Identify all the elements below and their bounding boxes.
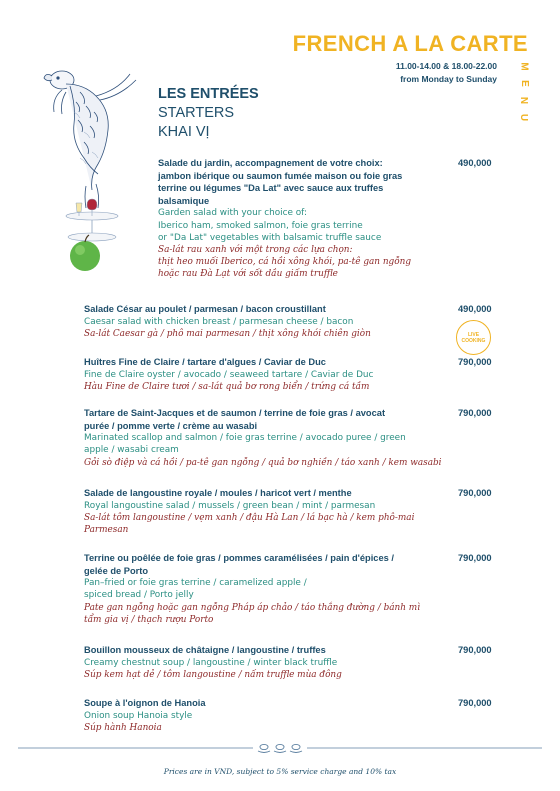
vertical-letter: U <box>518 113 530 122</box>
menu-item <box>84 356 454 393</box>
item-line: Salade de langoustine royale / moules / haricot vert / menthe <box>84 488 352 498</box>
menu-item <box>158 157 448 281</box>
item-name-en <box>84 657 454 669</box>
item-line: jambon ibérique ou saumon fumée maison ou foie gras <box>158 170 403 181</box>
item-price: 490,000 <box>458 304 492 314</box>
item-line: Royal langoustine salad / mussels / green bean / mint / parmesan <box>84 500 376 511</box>
item-line: thịt heo muối Iberico, cá hồi xông khói, pa-tê gan ngỗng <box>158 257 412 268</box>
item-line: Gỏi sò điệp và cá hồi / pa-tê gan ngỗng / quả bơ nghiền / táo xanh / kem wasabi <box>84 457 442 468</box>
item-price: 790,000 <box>458 553 492 563</box>
section-title-en: STARTERS <box>158 105 235 121</box>
item-line: tẩm gia vị / thạch rượu Porto <box>84 614 214 625</box>
item-line: hoặc rau Đà Lạt với sốt dầu giấm truffle <box>158 269 338 280</box>
opening-hours <box>396 60 497 86</box>
item-name-en <box>84 432 454 456</box>
item-name-vn <box>84 669 454 681</box>
item-line: Pate gan ngỗng hoặc gan ngỗng Pháp áp chảo / táo thắng đường / bánh mì <box>84 602 421 613</box>
item-line: terrine ou légumes "Da Lat" avec sauce aux truffes <box>158 183 384 194</box>
menu-item <box>84 697 454 734</box>
item-name-vn <box>84 381 454 393</box>
item-line: purée / pomme verte / crème au wasabi <box>84 420 258 431</box>
item-line: Salade du jardin, accompagnement de votre choix: <box>158 158 383 168</box>
item-name-vn <box>84 602 454 626</box>
hours-days: from Monday to Sunday <box>400 74 497 84</box>
section-title-fr: LES ENTRÉES <box>158 86 259 102</box>
item-price: 790,000 <box>458 645 492 655</box>
item-line: Sa-lát Caesar gà / phô mai parmesan / thịt xông khói chiên giòn <box>84 328 371 339</box>
item-line: gelée de Porto <box>84 565 149 576</box>
menu-item <box>84 407 454 469</box>
item-price: 790,000 <box>458 357 492 367</box>
menu-item <box>84 552 454 626</box>
item-name-en <box>84 577 454 601</box>
item-name-vn <box>84 328 454 340</box>
item-line: Iberico ham, smoked salmon, foie gras terrine <box>158 220 363 231</box>
item-line: apple / wasabi cream <box>84 445 179 456</box>
item-name-en <box>84 710 454 722</box>
item-price: 790,000 <box>458 408 492 418</box>
menu-item <box>84 487 454 536</box>
ornament-divider <box>0 738 560 758</box>
section-title-vn: KHAI VỊ <box>158 124 210 140</box>
item-line: Salade César au poulet / parmesan / bacon croustillant <box>84 304 326 314</box>
item-line: Súp kem hạt dẻ / tôm langoustine / nấm truffle mùa đông <box>84 669 342 680</box>
vertical-letter: M <box>518 62 530 71</box>
item-name-en <box>158 207 448 244</box>
item-line: Terrine ou poêlée de foie gras / pommes caramélisées / pain d'épices / <box>84 553 394 563</box>
item-price: 790,000 <box>458 698 492 708</box>
item-price: 490,000 <box>458 158 492 168</box>
live-cooking-badge <box>456 320 491 355</box>
vertical-menu-label <box>518 58 530 126</box>
badge-line: LIVE <box>467 331 480 338</box>
item-name-fr <box>84 303 454 316</box>
item-line: Marinated scallop and salmon / foie gras terrine / avocado puree / green <box>84 433 406 444</box>
vertical-letter: N <box>518 96 530 105</box>
vertical-letter: E <box>518 80 530 87</box>
item-name-vn <box>84 512 454 536</box>
item-line: Parmesan <box>84 525 129 535</box>
menu-item <box>84 303 454 340</box>
item-name-fr <box>84 487 454 500</box>
item-line: spiced bread / Porto jelly <box>84 590 194 601</box>
badge-line: COOKING <box>461 337 486 344</box>
item-name-fr <box>84 644 454 657</box>
item-line: Sa-lát tôm langoustine / vẹm xanh / đậu Hà Lan / lá bạc hà / kem phô-mai <box>84 512 415 523</box>
item-name-vn <box>84 722 454 734</box>
price-footnote: Prices are in VND, subject to 5% service charge and 10% tax <box>163 767 397 776</box>
item-line: Creamy chestnut soup / langoustine / winter black truffle <box>84 657 338 668</box>
item-line: balsamique <box>158 195 210 206</box>
menu-item <box>84 644 454 681</box>
item-name-en <box>84 369 454 381</box>
item-line: Huîtres Fine de Claire / tartare d'algues / Caviar de Duc <box>84 357 326 367</box>
item-name-fr <box>84 697 454 710</box>
item-line: Pan–fried or foie gras terrine / caramelized apple / <box>84 578 307 589</box>
page-title: FRENCH A LA CARTE <box>292 31 528 56</box>
item-name-fr <box>84 356 454 369</box>
item-line: Tartare de Saint-Jacques et de saumon / terrine de foie gras / avocat <box>84 408 386 418</box>
item-line: Sa-lát rau xanh với một trong các lựa chọn: <box>158 244 353 255</box>
item-line: Fine de Claire oyster / avocado / seaweed tartare / Caviar de Duc <box>84 369 374 380</box>
item-line: Caesar salad with chicken breast / parmesan cheese / bacon <box>84 316 354 327</box>
item-name-fr <box>84 407 454 432</box>
item-name-en <box>84 316 454 328</box>
item-name-fr <box>84 552 454 577</box>
item-line: or "Da Lat" vegetables with balsamic truffle sauce <box>158 232 382 243</box>
item-name-en <box>84 500 454 512</box>
item-line: Hàu Fine de Claire tươi / sa-lát quả bơ rong biển / trứng cá tầm <box>84 381 370 392</box>
sheep-illustration <box>40 66 145 286</box>
item-name-vn <box>84 457 454 469</box>
item-line: Onion soup Hanoia style <box>84 710 193 721</box>
item-line: Soupe à l'oignon de Hanoia <box>84 698 206 708</box>
hours-time: 11.00-14.00 & 18.00-22.00 <box>395 61 497 71</box>
item-line: Bouillon mousseux de châtaigne / langoustine / truffes <box>84 645 326 655</box>
item-price: 790,000 <box>458 488 492 498</box>
item-line: Garden salad with your choice of: <box>158 208 307 219</box>
item-name-fr <box>158 157 448 207</box>
item-line: Súp hành Hanoia <box>84 722 162 733</box>
item-name-vn <box>158 244 448 281</box>
